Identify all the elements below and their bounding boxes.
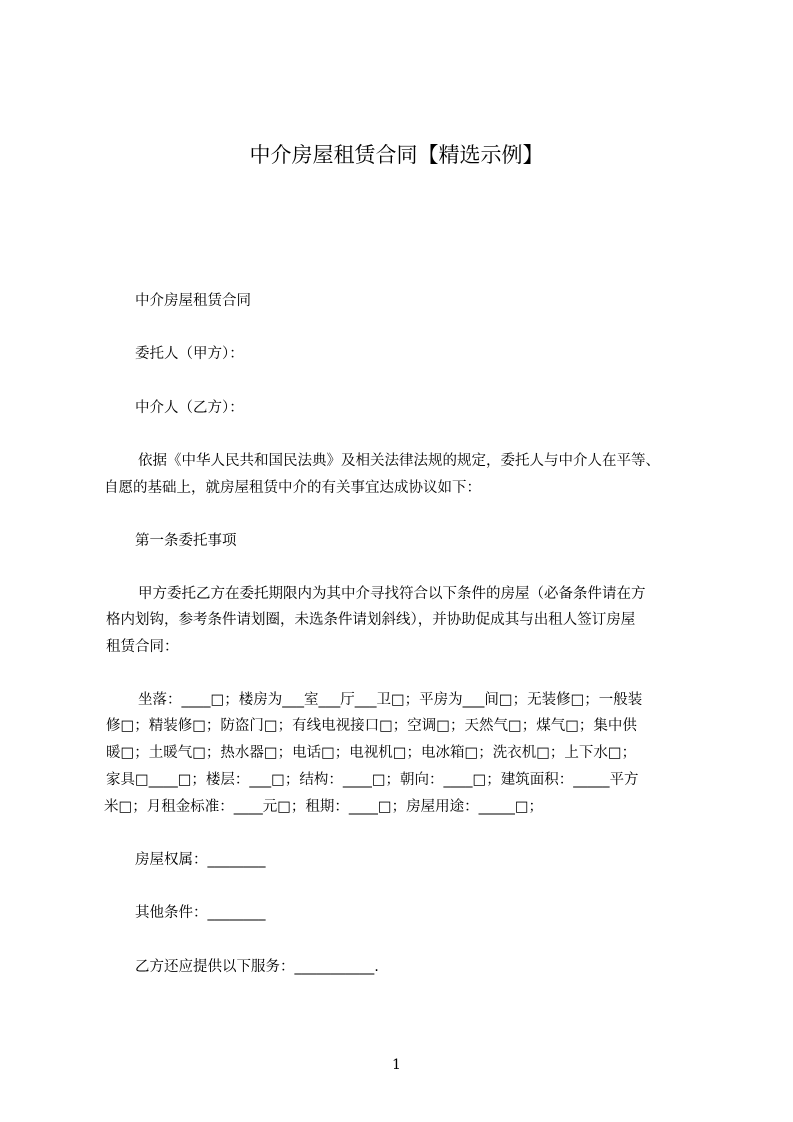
- page-number: 1: [392, 1057, 401, 1073]
- conditions-line: 暖□；土暖气□；热水器□；电话□；电视机□；电冰箱□；洗衣机□；上下水□；: [106, 745, 637, 761]
- conditions-line: 坐落：____□；楼房为___室___厅___卫□；平房为___间□；无装修□；一般装: [138, 692, 643, 708]
- services-line: 乙方还应提供以下服务：___________.: [135, 959, 379, 975]
- conditions-line: 修□；精装修□；防盗门□；有线电视接口□；空调□；天然气□；煤气□；集中供: [106, 718, 637, 734]
- other-conditions-line: 其他条件：________: [135, 905, 266, 921]
- ownership-line: 房屋权属：________: [135, 852, 266, 868]
- contract-heading: 中介房屋租赁合同: [135, 293, 251, 309]
- conditions-line: 家具□____□；楼层：___□；结构：____□；朝向：____□；建筑面积：_____平方: [106, 772, 639, 788]
- document-title: 中介房屋租赁合同【精选示例】: [249, 143, 544, 167]
- party-b-line: 中介人（乙方）：: [135, 400, 244, 416]
- conditions-line: 米□；月租金标准：____元□；租期：____□；房屋用途：_____□；: [104, 799, 544, 815]
- article-1-line: 格内划钩，参考条件请划圈，未选条件请划斜线），并协助促成其与出租人签订房屋: [106, 612, 636, 628]
- article-1-title: 第一条委托事项: [135, 533, 237, 549]
- article-1-line: 租赁合同：: [106, 639, 179, 655]
- preamble-line: 依据《中华人民共和国民法典》及相关法律法规的规定，委托人与中介人在平等、: [138, 453, 660, 469]
- party-a-line: 委托人（甲方）：: [135, 346, 244, 362]
- preamble-line: 自愿的基础上，就房屋租赁中介的有关事宜达成协议如下：: [104, 480, 481, 496]
- article-1-line: 甲方委托乙方在委托期限内为其中介寻找符合以下条件的房屋（必备条件请在方: [138, 586, 646, 602]
